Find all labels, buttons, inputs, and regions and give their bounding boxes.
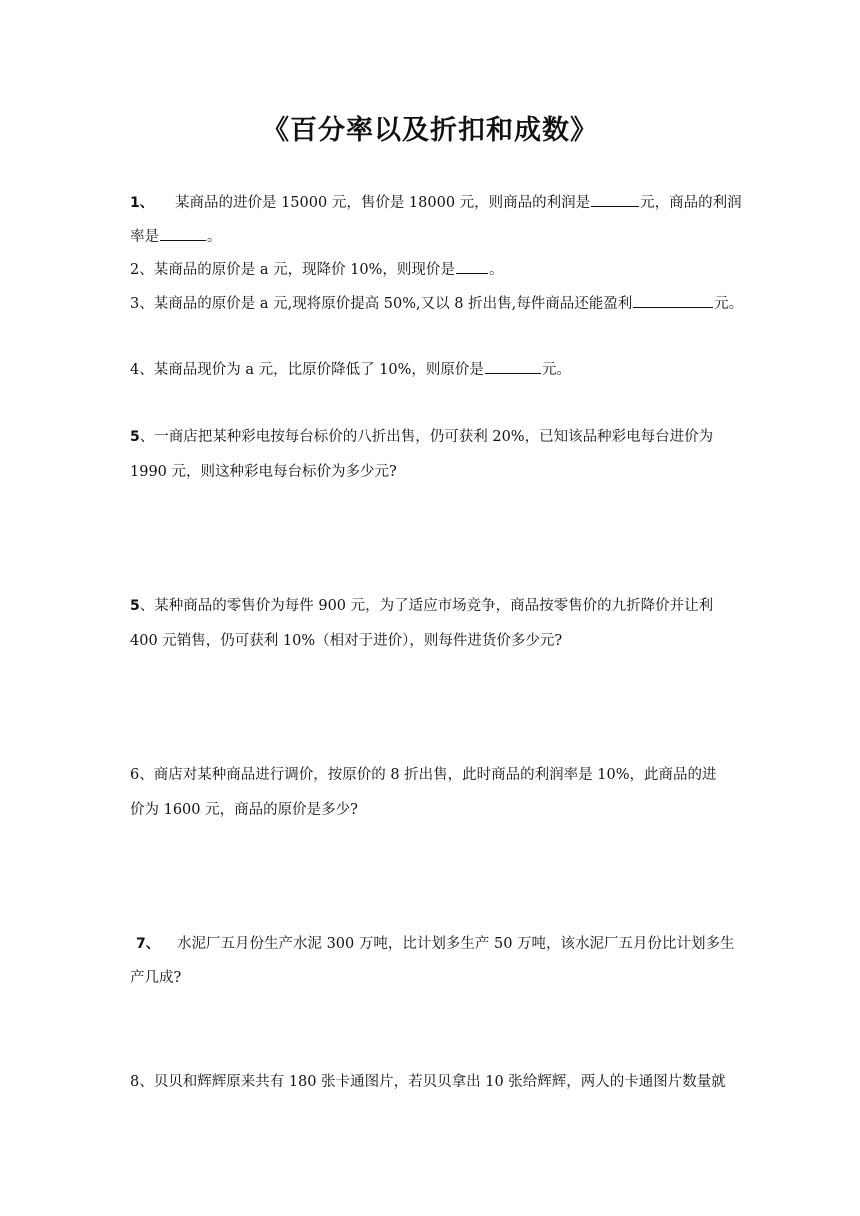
question-5a-line-2 [130,462,397,482]
question-8-text-1: 8、贝贝和辉辉原来共有 180 张卡通图片，若贝贝拿出 10 张给辉辉，两人的卡通图片数量就 [130,1074,726,1090]
question-1-text-b: 元，商品的利润 [640,195,742,211]
question-1-number: 1、 [130,195,154,211]
question-7-line-1 [136,934,735,954]
question-5a-line-1 [130,427,713,447]
question-5a-number: 5 [130,429,140,445]
question-5a-text-2: 1990 元，则这种彩电每台标价为多少元? [130,464,397,480]
answer-blank[interactable] [485,358,541,374]
question-8-line-1 [130,1072,726,1092]
question-7-number: 7、 [136,936,160,952]
question-5b-line-2 [130,631,562,651]
answer-blank[interactable] [591,191,639,207]
question-6-line-1 [130,765,717,785]
answer-blank[interactable] [160,225,206,241]
question-5a-text-1: 、一商店把某种彩电按每台标价的八折出售，仍可获利 20%，已知该品种彩电每台进价为 [139,429,714,445]
question-2-text-b: 。 [488,262,504,278]
question-5b-text-2: 400 元销售，仍可获利 10%（相对于进价），则每件进货价多少元? [130,633,563,649]
question-1-text-c: 率是 [130,229,159,245]
answer-blank[interactable] [633,292,713,308]
question-1-text-a: 某商品的进价是 15000 元，售价是 18000 元，则商品的利润是 [174,195,591,211]
question-5b-text-1: 、某种商品的零售价为每件 900 元，为了适应市场竞争，商品按零售价的九折降价并让利 [139,598,714,614]
question-3-text-b: 元。 [714,296,744,312]
question-3 [130,292,743,314]
question-4-text-a: 4、某商品现价为 a 元，比原价降低了 10%，则原价是 [130,362,484,378]
question-7-text-2: 产几成? [130,970,182,986]
question-7-line-2 [130,968,181,988]
question-1-line-2 [130,225,222,247]
question-6-line-2 [130,800,358,820]
question-1-line-1 [130,191,742,213]
question-2 [130,258,503,280]
question-2-text-a: 2、某商品的原价是 a 元，现降价 10%，则现价是 [130,262,455,278]
question-4-text-b: 元。 [541,362,571,378]
answer-blank[interactable] [456,258,488,274]
page-title: 《百分率以及折扣和成数》 [262,115,598,146]
question-6-text-2: 价为 1600 元，商品的原价是多少? [130,802,358,818]
question-3-text-a: 3、某商品的原价是 a 元,现将原价提高 50%,又以 8 折出售,每件商品还能盈利 [130,296,633,312]
question-7-text-1: 水泥厂五月份生产水泥 300 万吨，比计划多生产 50 万吨，该水泥厂五月份比计划多生 [176,936,735,952]
question-4 [130,358,571,380]
question-6-text-1: 6、商店对某种商品进行调价，按原价的 8 折出售，此时商品的利润率是 10%，此商品的进 [130,767,717,783]
question-1-text-d: 。 [207,229,222,245]
question-5b-number: 5 [130,598,140,614]
question-5b-line-1 [130,596,713,616]
